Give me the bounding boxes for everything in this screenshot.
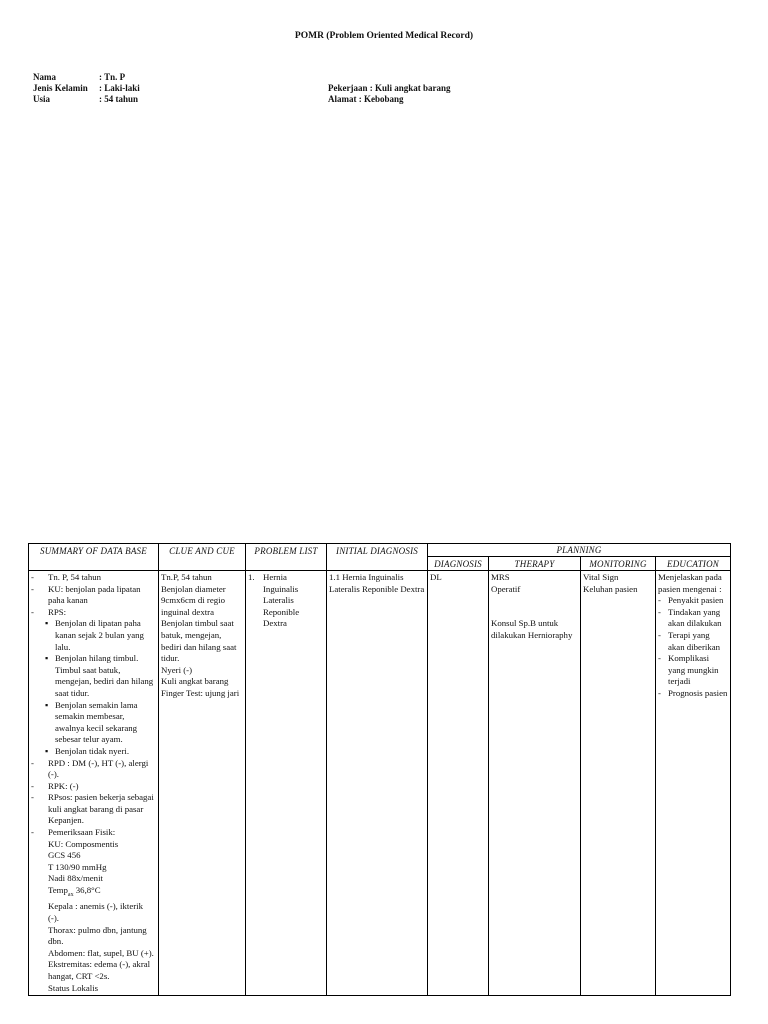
summary-item: - KU: benjolan pada lipatan paha kanan — [31, 584, 156, 607]
summary-cell — [29, 571, 159, 996]
education-text: Terapi yang akan diberikan — [668, 629, 721, 652]
summary-item: - RPD : DM (-), HT (-), alergi (-). — [31, 758, 156, 781]
diagnosis-item: DL — [430, 572, 442, 582]
header-planning: PLANNING — [428, 544, 731, 557]
summary-item: - RPK: (-) — [31, 781, 156, 793]
summary-bullet: ▪ Benjolan di lipatan paha kanan sejak 2 bulan yang lalu. — [31, 618, 156, 653]
exam-item: Nadi 88x/menit — [48, 873, 103, 884]
clue-cell — [159, 571, 246, 996]
exam-item: Abdomen: flat, supel, BU (+). — [48, 947, 154, 958]
initial-diagnosis-item: 1.1 Hernia Inguinalis Lateralis Reponible Dextra — [329, 572, 425, 594]
summary-bullet: ▪ Benjolan semakin lama semakin membesar, awalnya kecil sekarang sebesar telur ayam. — [31, 700, 156, 746]
clue-item: Tn.P, 54 tahun — [161, 572, 212, 582]
exam-item-temp — [31, 885, 156, 901]
diagnosis-cell — [428, 571, 489, 996]
identity-job: Pekerjaan : Kuli angkat barang — [328, 83, 451, 93]
temp-label: Temp — [48, 885, 68, 896]
summary-item: - Pemeriksaan Fisik: — [31, 827, 156, 839]
header-diagnosis: DIAGNOSIS — [428, 557, 489, 571]
education-intro: Menjelaskan pada pasien mengenai : — [658, 572, 722, 594]
content-row — [29, 571, 731, 996]
clue-item: Finger Test: ujung jari — [161, 687, 240, 698]
clue-item: Benjolan timbul saat batuk, mengejan, bediri dan hilang saat tidur. — [161, 618, 237, 664]
therapy-gap — [491, 595, 578, 618]
education-text: Komplikasi yang mungkin terjadi — [668, 653, 719, 687]
exam-item: GCS 456 — [48, 850, 81, 861]
education-item — [658, 630, 728, 653]
problem-item — [248, 572, 324, 630]
exam-item: Status Lokalis — [48, 982, 99, 993]
identity-job-row — [328, 83, 451, 94]
therapy-item: Konsul Sp.B untuk dilakukan Hernioraphy — [491, 618, 573, 640]
clue-item: Nyeri (-) — [161, 664, 193, 675]
education-text: Tindakan yang akan dilakukan — [668, 606, 722, 629]
summary-item: - Tn. P, 54 tahun — [31, 572, 156, 584]
document-title: POMR (Problem Oriented Medical Record) — [294, 31, 474, 41]
monitoring-item: Keluhan pasien — [583, 583, 638, 594]
education-item — [658, 607, 728, 630]
clue-item: Benjolan diameter 9cmx6cm di regio inguinal dextra — [161, 583, 226, 617]
identity-address: Alamat : Kebobang — [328, 94, 404, 104]
summary-item: - RPsos: pasien bekerja sebagai kuli angkat barang di pasar Kepanjen. — [31, 792, 156, 827]
header-problem-list: PROBLEM LIST — [246, 544, 327, 571]
clue-item: Kuli angkat barang — [161, 676, 229, 687]
therapy-cell — [489, 571, 581, 996]
monitoring-cell — [581, 571, 656, 996]
header-clue: CLUE AND CUE — [159, 544, 246, 571]
therapy-item: MRS — [491, 572, 510, 582]
identity-value: : 54 tahun — [99, 94, 139, 104]
header-education: EDUCATION — [656, 557, 731, 571]
monitoring-item: Vital Sign — [583, 572, 619, 582]
header-therapy: THERAPY — [489, 557, 581, 571]
patient-identity-left — [33, 72, 140, 105]
therapy-item: Operatif — [491, 583, 521, 594]
identity-name-row — [33, 72, 140, 83]
exam-item: KU: Composmentis — [48, 838, 119, 849]
summary-bullet: ▪ Benjolan hilang timbul. Timbul saat batuk, mengejan, bediri dan hilang saat tidur. — [31, 653, 156, 699]
identity-value: : Tn. P — [99, 72, 126, 82]
pomr-table — [28, 543, 731, 996]
initial-diagnosis-cell — [327, 571, 428, 996]
summary-bullet: ▪ Benjolan tidak nyeri. — [31, 746, 156, 758]
identity-label: Usia — [33, 94, 51, 104]
education-item — [658, 688, 728, 700]
identity-label: Nama — [33, 72, 56, 82]
education-item — [658, 595, 728, 607]
identity-label: Jenis Kelamin — [33, 83, 88, 93]
temp-value: 36,8°C — [73, 885, 101, 896]
exam-item: Kepala : anemis (-), ikterik (-). — [48, 901, 144, 923]
header-row-1 — [29, 544, 731, 557]
identity-address-row — [328, 94, 451, 105]
problem-text: Hernia Inguinalis Lateralis Reponible Dextra — [263, 572, 300, 629]
education-text: Penyakit pasien — [668, 595, 724, 606]
identity-gender-row — [33, 83, 140, 94]
header-summary: SUMMARY OF DATA BASE — [29, 544, 159, 571]
identity-age-row — [33, 94, 140, 105]
education-cell — [656, 571, 731, 996]
education-item — [658, 653, 728, 688]
problem-cell — [246, 571, 327, 996]
header-initial-diagnosis: INITIAL DIAGNOSIS — [327, 544, 428, 571]
exam-item: Ekstremitas: edema (-), akral hangat, CRT <2s. — [48, 959, 151, 981]
identity-value: : Laki-laki — [99, 83, 140, 93]
patient-identity-right — [328, 83, 451, 105]
exam-item: T 130/90 mmHg — [48, 861, 107, 872]
header-monitoring: MONITORING — [581, 557, 656, 571]
summary-item: - RPS: — [31, 607, 156, 619]
temp-sub: ax — [67, 891, 74, 898]
education-text: Prognosis pasien — [668, 687, 728, 698]
exam-item: Thorax: pulmo dbn, jantung dbn. — [48, 924, 147, 947]
